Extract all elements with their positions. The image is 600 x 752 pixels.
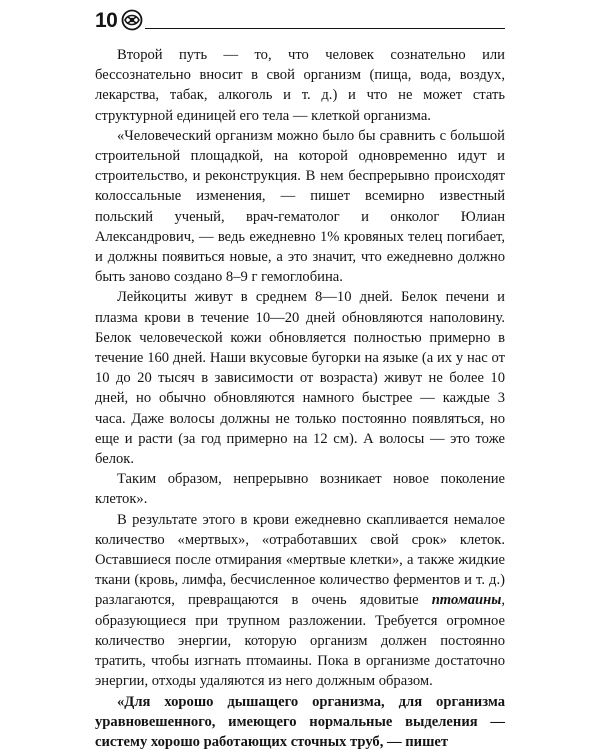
paragraph-6-quote: «Для хорошо дышащего организма, для организма уравновешенного, имеющего нормальные выделения — систему хорошо работающих сточных труб, — пишет [95,692,505,752]
paragraph-3: Лейкоциты живут в среднем 8—10 дней. Белок печени и плазма крови в течение 10—20 дней обновляются наполовину. Белок человеческой кожи обновляется полностью примерно в течение 160 дней. Наши вкусовые бугорки на языке (а их у нас от 10 до 20 тысяч в зависимости от возраста) живут не более 10 дней, но обычно обновляются намного быстрее — каждые 3 часа. Даже волосы должны не только постоянно появляться, но еще и расти (за год примерно на 12 см). А волосы — это тоже белок. [95,287,505,469]
paragraph-2-quote: «Человеческий организм можно было бы сравнить с большой строительной площадкой, на которой одновременно идут и строительство, и реконструкция. В нем беспрерывно происходят колоссальные изменения, — пишет всемирно известный польский ученый, врач-гематолог и онколог Юлиан Александрович, — ведь ежедневно 1% кровяных телец погибает, и должны появиться новые, а это значит, что ежедневно должно быть заново создано 8–9 г гемоглобина. [95,126,505,288]
page-number: 10 [95,8,117,34]
paragraph-5 [95,510,505,692]
header-rule [145,28,505,29]
text-body [95,45,505,752]
page-header [95,6,505,40]
paragraph-5-text-before: В результате этого в крови ежедневно скапливается немалое количество «мертвых», «отработавших свой срок» клеток. Оставшиеся после отмирания «мертвые клетки», а также жидкие ткани (кровь, лимфа, бесчисленное количество ферментов и т. д.) разлагаются, превращаются в очень ядовитые [95,512,505,609]
term-ptomaines: птомаины [432,592,502,608]
paragraph-5-text-after: , образующиеся при трупном разложении. Требуется огромное количество энергии, которую организм должен постоянно тратить, чтобы изгнать птомаины. Пока в организме достаточно энергии, отходы удаляются из него должным образом. [95,592,505,689]
paragraph-1: Второй путь — то, что человек сознательно или бессознательно вносит в свой организм (пища, вода, воздух, лекарства, табак, алкоголь и т. д.) и что не может стать структурной единицей его тела — клеткой организма. [95,45,505,126]
paragraph-4: Таким образом, непрерывно возникает новое поколение клеток». [95,469,505,509]
ornament-icon [121,9,143,31]
